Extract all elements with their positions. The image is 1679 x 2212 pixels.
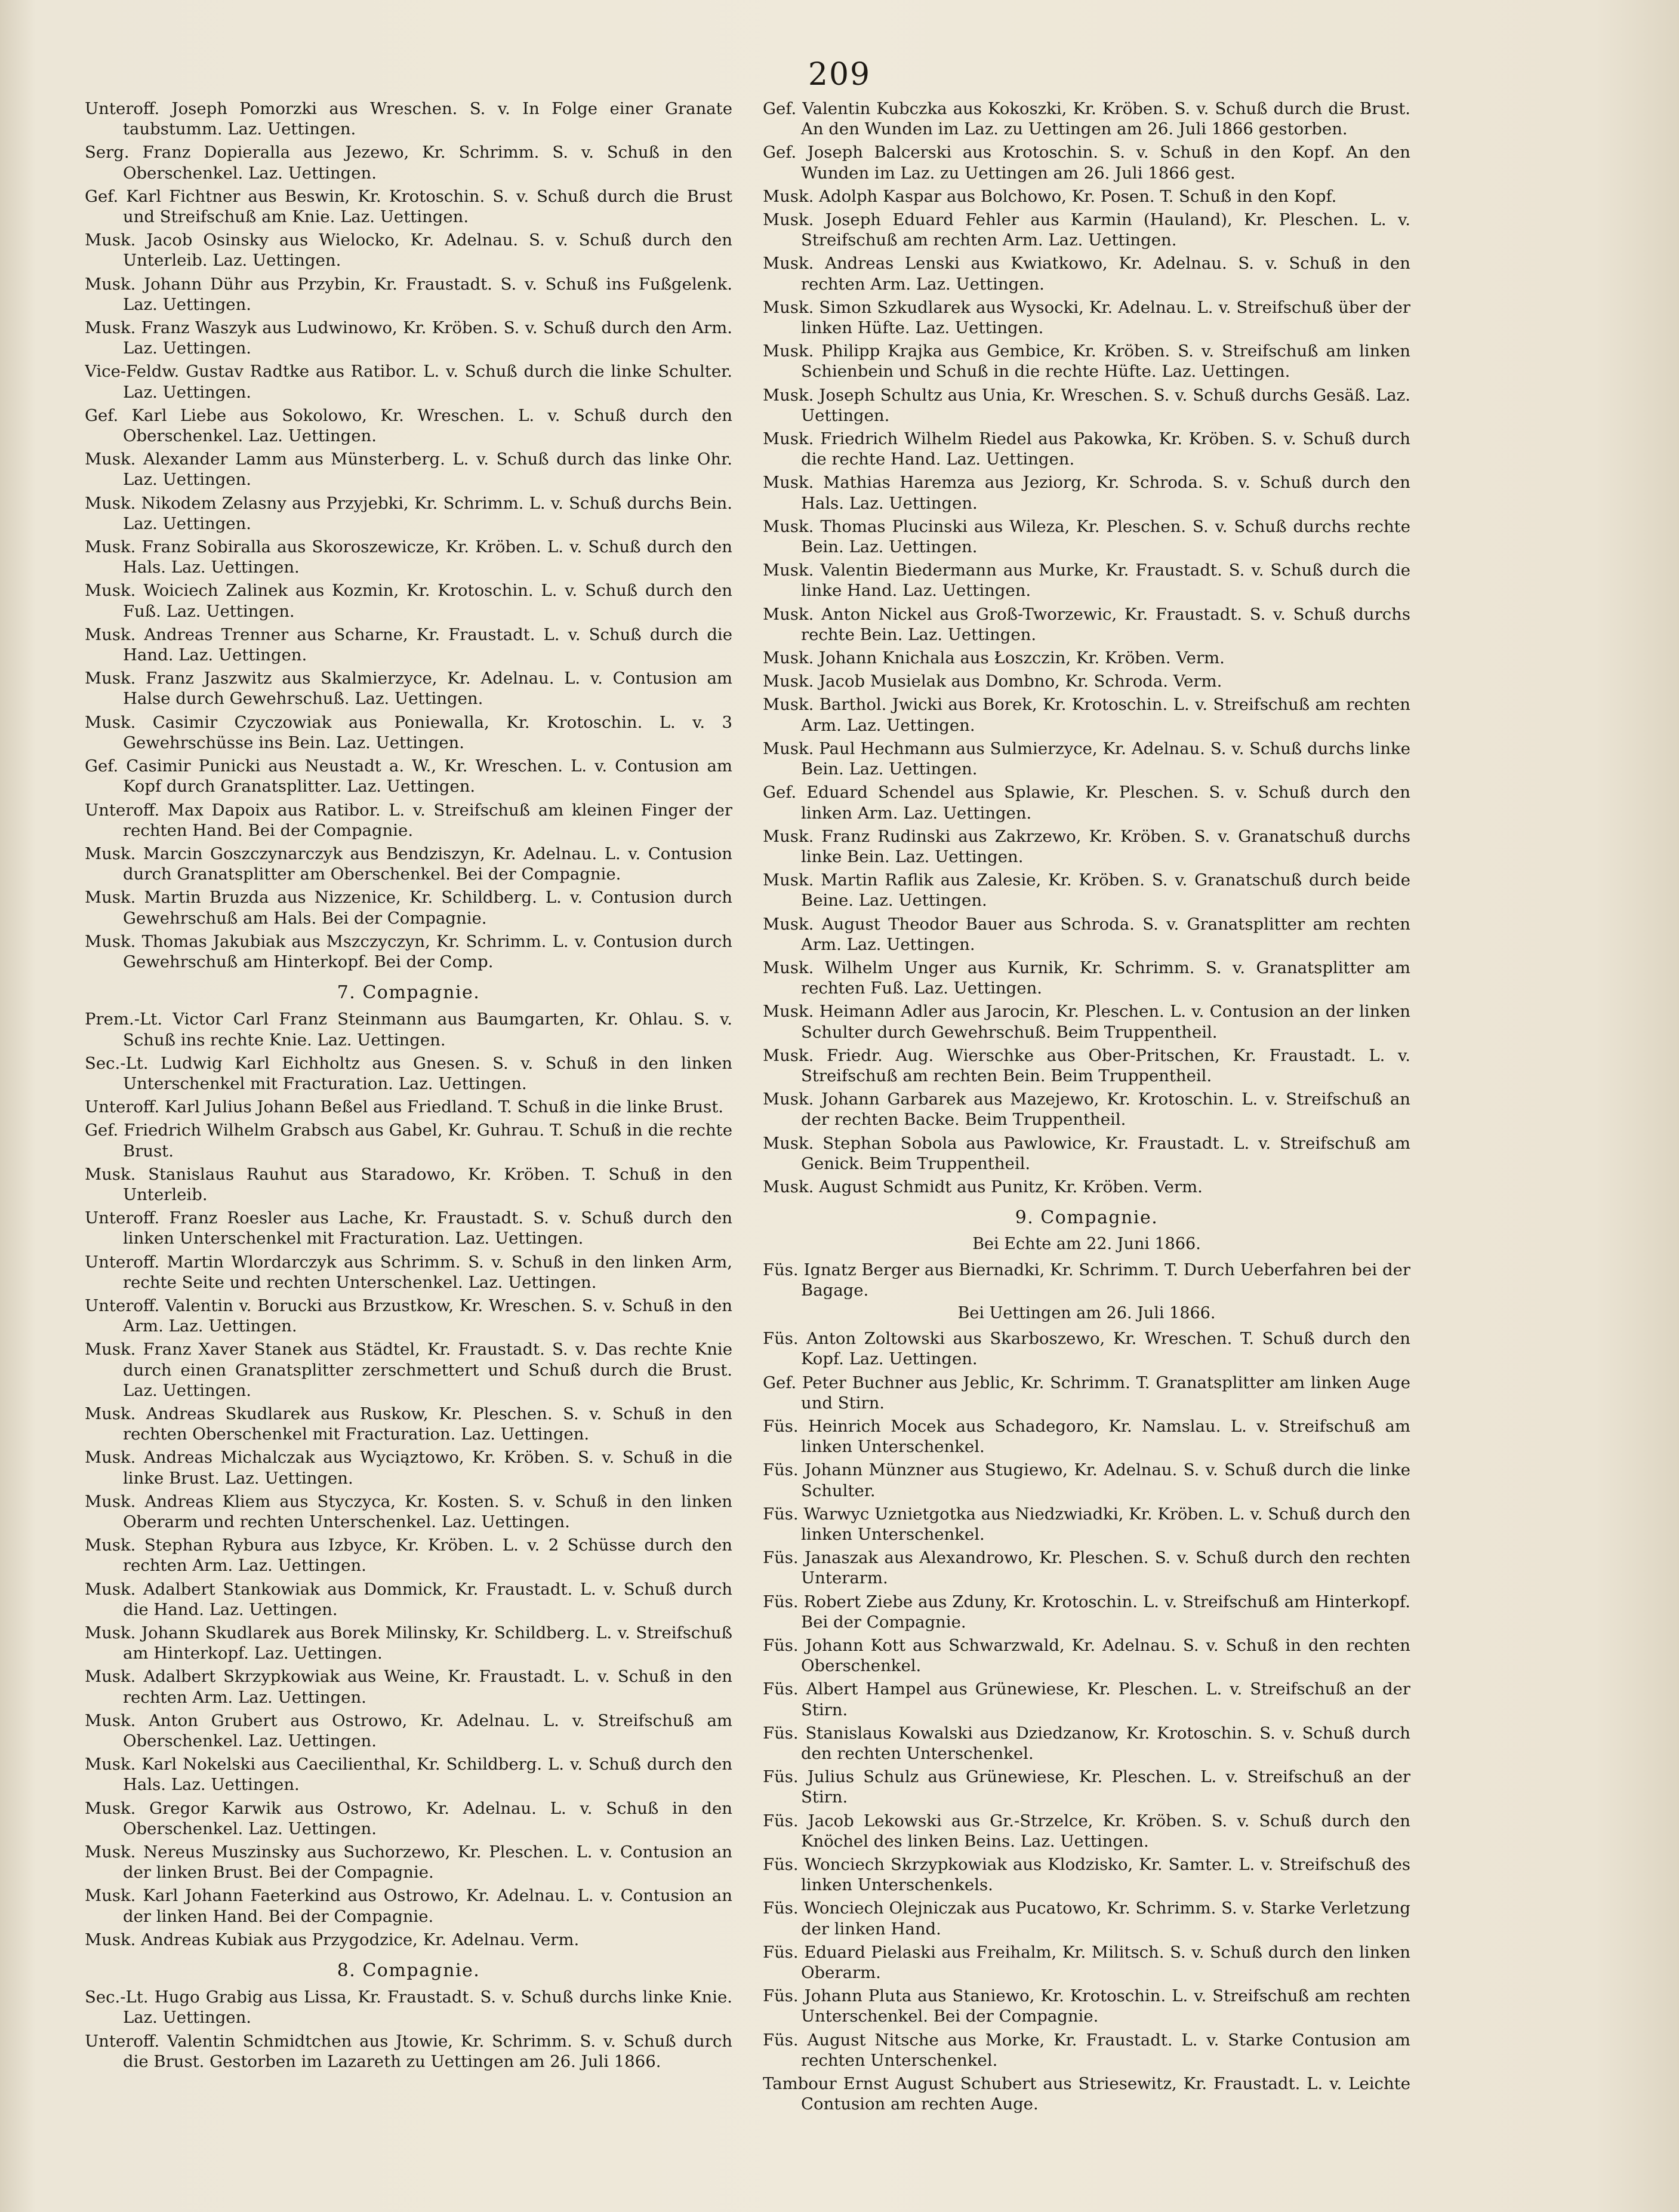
casualty-entry: Gef. Karl Fichtner aus Beswin, Kr. Krotoschin. S. v. Schuß durch die Brust und Streifschuß am Knie. Laz. Uettingen. [85, 186, 732, 227]
casualty-entry: Füs. Albert Hampel aus Grünewiese, Kr. Pleschen. L. v. Streifschuß an der Stirn. [763, 1679, 1410, 1719]
casualty-entry: Musk. Jacob Osinsky aus Wielocko, Kr. Adelnau. S. v. Schuß durch den Unterleib. Laz. Uettingen. [85, 230, 732, 270]
casualty-entry: Füs. Julius Schulz aus Grünewiese, Kr. Pleschen. L. v. Streifschuß an der Stirn. [763, 1767, 1410, 1807]
casualty-entry: Musk. Simon Szkudlarek aus Wysocki, Kr. Adelnau. L. v. Streifschuß über der linken Hüfte. Laz. Uettingen. [763, 297, 1410, 338]
casualty-entry: Füs. Robert Ziebe aus Zduny, Kr. Krotoschin. L. v. Streifschuß am Hinterkopf. Bei der Compagnie. [763, 1592, 1410, 1632]
casualty-entry: Füs. Wonciech Olejniczak aus Pucatowo, Kr. Schrimm. S. v. Starke Verletzung der linken Hand. [763, 1899, 1410, 1939]
casualty-entry: Musk. Wilhelm Unger aus Kurnik, Kr. Schrimm. S. v. Granatsplitter am rechten Fuß. Laz. Uettingen. [763, 958, 1410, 998]
casualty-entry: Gef. Friedrich Wilhelm Grabsch aus Gabel, Kr. Guhrau. T. Schuß in die rechte Brust. [85, 1121, 732, 1161]
casualty-entry: Unteroff. Joseph Pomorzki aus Wreschen. S. v. In Folge einer Granate taubstumm. Laz. Uettingen. [85, 99, 732, 139]
casualty-entry: Musk. Anton Nickel aus Groß-Tworzewic, Kr. Fraustadt. S. v. Schuß durchs rechte Bein. Laz. Uettingen. [763, 604, 1410, 644]
casualty-entry: Unteroff. Valentin Schmidtchen aus Jtowie, Kr. Schrimm. S. v. Schuß durch die Brust. Gestorben im Lazareth zu Uettingen am 26. Juli 1866. [85, 2031, 732, 2071]
casualty-entry: Unteroff. Valentin v. Borucki aus Brzustkow, Kr. Wreschen. S. v. Schuß in den Arm. Laz. Uettingen. [85, 1296, 732, 1336]
casualty-entry: Musk. Heimann Adler aus Jarocin, Kr. Pleschen. L. v. Contusion an der linken Schulter durch Gewehrschuß. Beim Truppentheil. [763, 1002, 1410, 1042]
casualty-entry: Musk. Adalbert Skrzypkowiak aus Weine, Kr. Fraustadt. L. v. Schuß in den rechten Arm. Laz. Uettingen. [85, 1667, 732, 1707]
casualty-entry: Gef. Valentin Kubczka aus Kokoszki, Kr. Kröben. S. v. Schuß durch die Brust. An den Wunden im Laz. zu Uettingen am 26. Juli 1866 gestorben. [763, 99, 1410, 139]
casualty-entry: Füs. Wonciech Skrzypkowiak aus Klodzisko, Kr. Samter. L. v. Streifschuß des linken Unterschenkels. [763, 1855, 1410, 1895]
casualty-entry: Musk. Stephan Ryburа aus Izbyce, Kr. Kröben. L. v. 2 Schüsse durch den rechten Arm. Laz. Uettingen. [85, 1536, 732, 1576]
casualty-entry: Musk. Valentin Biedermann aus Murke, Kr. Fraustadt. S. v. Schuß durch die linke Hand. Laz. Uettingen. [763, 561, 1410, 601]
casualty-entry: Füs. Stanislaus Kowalski aus Dziedzanow, Kr. Krotoschin. S. v. Schuß durch den rechten Unterschenkel. [763, 1723, 1410, 1764]
casualty-entry: Sec.-Lt. Hugo Grabig aus Lissa, Kr. Fraustadt. S. v. Schuß durchs linke Knie. Laz. Uettingen. [85, 1988, 732, 2028]
casualty-entry: Musk. Johann Garbarek aus Mazejewo, Kr. Krotoschin. L. v. Streifschuß an der rechten Backe. Beim Truppentheil. [763, 1090, 1410, 1130]
battle-subheading: Bei Echte am 22. Juni 1866. [972, 1235, 1201, 1254]
casualty-entry: Unteroff. Franz Roesler aus Lache, Kr. Fraustadt. S. v. Schuß durch den linken Unterschenkel mit Fracturation. Laz. Uettingen. [85, 1208, 732, 1248]
casualty-entry: Unteroff. Max Dapoix aus Ratibor. L. v. Streifschuß am kleinen Finger der rechten Hand. Bei der Compagnie. [85, 800, 732, 840]
casualty-entry: Sec.-Lt. Ludwig Karl Eichholtz aus Gnesen. S. v. Schuß in den linken Unterschenkel mit Fracturation. Laz. Uettingen. [85, 1053, 732, 1093]
casualty-entry: Musk. Anton Grubert aus Ostrowo, Kr. Adelnau. L. v. Streifschuß am Oberschenkel. Laz. Uettingen. [85, 1710, 732, 1751]
casualty-entry: Gef. Peter Buchner aus Jeblic, Kr. Schrimm. T. Granatsplitter am linken Auge und Stirn. [763, 1373, 1410, 1413]
casualty-entry: Füs. Ignatz Berger aus Biernadki, Kr. Schrimm. T. Durch Ueberfahren bei der Bagage. [763, 1260, 1410, 1300]
casualty-entry: Musk. Karl Nokelski aus Caecilienthal, Kr. Schildberg. L. v. Schuß durch den Hals. Laz. Uettingen. [85, 1755, 732, 1795]
casualty-entry: Musk. Barthol. Jwicki aus Borek, Kr. Krotoschin. L. v. Streifschuß am rechten Arm. Laz. Uettingen. [763, 695, 1410, 735]
casualty-entry: Gef. Joseph Balcerski aus Krotoschin. S. v. Schuß in den Kopf. An den Wunden im Laz. zu Uettingen am 26. Juli 1866 gest. [763, 143, 1410, 183]
casualty-entry: Füs. August Nitsche aus Morke, Kr. Fraustadt. L. v. Starke Contusion am rechten Unterschenkel. [763, 2030, 1410, 2070]
casualty-entry: Musk. Nereus Muszinsky aus Suchorzewo, Kr. Pleschen. L. v. Contusion an der linken Brust. Bei der Compagnie. [85, 1842, 732, 1882]
casualty-entry: Füs. Heinrich Mocek aus Schadegoro, Kr. Namslau. L. v. Streifschuß am linken Unterschenkel. [763, 1416, 1410, 1457]
company-heading: 7. Compagnie. [337, 982, 480, 1004]
casualty-entry: Unteroff. Karl Julius Johann Beßel aus Friedland. T. Schuß in die linke Brust. [85, 1097, 724, 1117]
casualty-entry: Musk. Andreas Lenski aus Kwiatkowo, Kr. Adelnau. S. v. Schuß in den rechten Arm. Laz. Uettingen. [763, 254, 1410, 294]
company-heading: 8. Compagnie. [337, 1960, 480, 1982]
casualty-entry: Musk. August Theodor Bauer aus Schroda. S. v. Granatsplitter am rechten Arm. Laz. Uettingen. [763, 914, 1410, 954]
casualty-entry: Musk. Gregor Karwik aus Ostrowo, Kr. Adelnau. L. v. Schuß in den Oberschenkel. Laz. Uettingen. [85, 1798, 732, 1838]
casualty-entry: Musk. Andreas Trenner aus Scharne, Kr. Fraustadt. L. v. Schuß durch die Hand. Laz. Uettingen. [85, 624, 732, 665]
company-heading: 9. Compagnie. [1015, 1207, 1159, 1229]
casualty-entry: Tambour Ernst August Schubert aus Striesewitz, Kr. Fraustadt. L. v. Leichte Contusion am rechten Auge. [763, 2074, 1410, 2114]
casualty-entry: Unteroff. Martin Wlordarczyk aus Schrimm. S. v. Schuß in den linken Arm, rechte Seite und rechten Unterschenkel. Laz. Uettingen. [85, 1252, 732, 1292]
casualty-entry: Musk. Stephan Sobola aus Pawlowice, Kr. Fraustadt. L. v. Streifschuß am Genick. Beim Truppentheil. [763, 1133, 1410, 1173]
casualty-entry: Musk. Mathias Haremza aus Jeziorg, Kr. Schroda. S. v. Schuß durch den Hals. Laz. Uettingen. [763, 473, 1410, 513]
casualty-entry: Musk. Friedr. Aug. Wierschke aus Ober-Pritschen, Kr. Fraustadt. L. v. Streifschuß am rechten Bein. Beim Truppentheil. [763, 1045, 1410, 1085]
casualty-entry: Musk. Woiciech Zalinek aus Kozmin, Kr. Krotoschin. L. v. Schuß durch den Fuß. Laz. Uettingen. [85, 581, 732, 621]
casualty-entry: Musk. Stanislaus Rauhut aus Staradowo, Kr. Kröben. T. Schuß in den Unterleib. [85, 1164, 732, 1204]
casualty-entry: Musk. Adolph Kaspar aus Bolchowo, Kr. Posen. T. Schuß in den Kopf. [763, 186, 1337, 206]
casualty-entry: Musk. Franz Xaver Stanek aus Städtel, Kr. Fraustadt. S. v. Das rechte Knie durch einen Granatsplitter zerschmettert und Schuß durch die Brust. Laz. Uettingen. [85, 1340, 732, 1400]
casualty-entry: Musk. Martin Bruzda aus Nizzenice, Kr. Schildberg. L. v. Contusion durch Gewehrschuß am Hals. Bei der Compagnie. [85, 888, 732, 928]
casualty-entry: Musk. Franz Rudinski aus Zakrzewo, Kr. Kröben. S. v. Granatschuß durchs linke Bein. Laz. Uettingen. [763, 826, 1410, 866]
casualty-entry: Prem.-Lt. Victor Carl Franz Steinmann aus Baumgarten, Kr. Ohlau. S. v. Schuß ins rechte Knie. Laz. Uettingen. [85, 1010, 732, 1050]
casualty-entry: Musk. Karl Johann Faeterkind aus Ostrowo, Kr. Adelnau. L. v. Contusion an der linken Hand. Bei der Compagnie. [85, 1886, 732, 1926]
casualty-entry: Serg. Franz Dopieralla aus Jezewo, Kr. Schrimm. S. v. Schuß in den Oberschenkel. Laz. Uettingen. [85, 143, 732, 183]
casualty-entry: Füs. Janaszak aus Alexandrowo, Kr. Pleschen. S. v. Schuß durch den rechten Unterarm. [763, 1548, 1410, 1588]
casualty-entry: Füs. Johann Pluta aus Staniewo, Kr. Krotoschin. L. v. Streifschuß am rechten Unterschenkel. Bei der Compagnie. [763, 1986, 1410, 2026]
casualty-entry: Füs. Eduard Pielaski aus Freihalm, Kr. Militsch. S. v. Schuß durch den linken Oberarm. [763, 1942, 1410, 1983]
casualty-entry: Musk. Adalbert Stankowiak aus Dommick, Kr. Fraustadt. L. v. Schuß durch die Hand. Laz. Uettingen. [85, 1579, 732, 1619]
casualty-entry: Musk. August Schmidt aus Punitz, Kr. Kröben. Verm. [763, 1177, 1203, 1196]
casualty-entry: Musk. Franz Jaszwitz aus Skalmierzyce, Kr. Adelnau. L. v. Contusion am Halse durch Gewehrschuß. Laz. Uettingen. [85, 669, 732, 709]
casualty-entry: Musk. Paul Hechmann aus Sulmierzyce, Kr. Adelnau. S. v. Schuß durchs linke Bein. Laz. Uettingen. [763, 739, 1410, 779]
casualty-entry: Musk. Andreas Skudlarek aus Ruskow, Kr. Pleschen. S. v. Schuß in den rechten Oberschenkel mit Fracturation. Laz. Uettingen. [85, 1404, 732, 1444]
casualty-entry: Musk. Joseph Schultz aus Unia, Kr. Wreschen. S. v. Schuß durchs Gesäß. Laz. Uettingen. [763, 385, 1410, 425]
casualty-entry: Musk. Franz Waszyk aus Ludwinowo, Kr. Kröben. S. v. Schuß durch den Arm. Laz. Uettingen. [85, 318, 732, 358]
casualty-entry: Musk. Thomas Plucinski aus Wileza, Kr. Pleschen. S. v. Schuß durchs rechte Bein. Laz. Uettingen. [763, 516, 1410, 557]
casualty-entry: Vice-Feldw. Gustav Radtke aus Ratibor. L. v. Schuß durch die linke Schulter. Laz. Uettingen. [85, 362, 732, 402]
casualty-entry: Musk. Thomas Jakubiak aus Mszczyczyn, Kr. Schrimm. L. v. Contusion durch Gewehrschuß am Hinterkopf. Bei der Comp. [85, 931, 732, 971]
casualty-entry: Musk. Johann Dühr aus Przybin, Kr. Fraustadt. S. v. Schuß ins Fußgelenk. Laz. Uettingen. [85, 274, 732, 314]
casualty-entry: Musk. Marcin Goszczynarczyk aus Bendziszyn, Kr. Adelnau. L. v. Contusion durch Granatsplitter am Oberschenkel. Bei der Compagnie. [85, 844, 732, 884]
casualty-entry: Musk. Johann Skudlarek aus Borek Milinsky, Kr. Schildberg. L. v. Streifschuß am Hinterkopf. Laz. Uettingen. [85, 1623, 732, 1663]
casualty-entry: Musk. Andreas Michalczak aus Wyciąztowo, Kr. Kröben. S. v. Schuß in die linke Brust. Laz. Uettingen. [85, 1448, 732, 1488]
page-number: 209 [808, 57, 871, 93]
casualty-entry: Musk. Franz Sobiralla aus Skoroszewicze, Kr. Kröben. L. v. Schuß durch den Hals. Laz. Uettingen. [85, 537, 732, 577]
casualty-entry: Gef. Eduard Schendel aus Splawie, Kr. Pleschen. S. v. Schuß durch den linken Arm. Laz. Uettingen. [763, 783, 1410, 823]
casualty-entry: Füs. Anton Zoltowski aus Skarboszewo, Kr. Wreschen. T. Schuß durch den Kopf. Laz. Uettingen. [763, 1329, 1410, 1369]
casualty-entry: Füs. Johann Kott aus Schwarzwald, Kr. Adelnau. S. v. Schuß in den rechten Oberschenkel. [763, 1636, 1410, 1676]
casualty-entry: Musk. Casimir Czyczowiak aus Poniewalla, Kr. Krotoschin. L. v. 3 Gewehrschüsse ins Bein. Laz. Uettingen. [85, 712, 732, 752]
casualty-entry: Musk. Andreas Kubiak aus Przygodzice, Kr. Adelnau. Verm. [85, 1930, 580, 1949]
casualty-entry: Gef. Karl Liebe aus Sokolowo, Kr. Wreschen. L. v. Schuß durch den Oberschenkel. Laz. Uettingen. [85, 405, 732, 446]
casualty-entry: Musk. Alexander Lamm aus Münsterberg. L. v. Schuß durch das linke Ohr. Laz. Uettingen. [85, 450, 732, 490]
casualty-entry: Musk. Martin Raflik aus Zalesie, Kr. Kröben. S. v. Granatschuß durch beide Beine. Laz. Uettingen. [763, 870, 1410, 910]
casualty-entry: Musk. Nikodem Zelasny aus Przyjebki, Kr. Schrimm. L. v. Schuß durchs Bein. Laz. Uettingen. [85, 493, 732, 533]
casualty-entry: Musk. Philipp Krajka aus Gembice, Kr. Kröben. S. v. Streifschuß am linken Schienbein und Schuß in die rechte Hüfte. Laz. Uettingen. [763, 342, 1410, 382]
casualty-entry: Musk. Jacob Musielak aus Dombno, Kr. Schroda. Verm. [763, 672, 1222, 691]
battle-subheading: Bei Uettingen am 26. Juli 1866. [957, 1303, 1216, 1322]
casualty-entry: Füs. Jacob Lekowski aus Gr.-Strzelce, Kr. Kröben. S. v. Schuß durch den Knöchel des linken Beins. Laz. Uettingen. [763, 1811, 1410, 1851]
casualty-entry: Gef. Casimir Punicki aus Neustadt a. W., Kr. Wreschen. L. v. Contusion am Kopf durch Granatsplitter. Laz. Uettingen. [85, 756, 732, 796]
casualty-entry: Musk. Joseph Eduard Fehler aus Karmin (Hauland), Kr. Pleschen. L. v. Streifschuß am rechten Arm. Laz. Uettingen. [763, 210, 1410, 250]
left-column [85, 99, 732, 2140]
casualty-entry: Füs. Johann Münzner aus Stugiewo, Kr. Adelnau. S. v. Schuß durch die linke Schulter. [763, 1460, 1410, 1500]
right-column [763, 99, 1410, 2140]
casualty-entry: Musk. Johann Knichala aus Łoszczin, Kr. Kröben. Verm. [763, 648, 1225, 668]
casualty-entry: Musk. Friedrich Wilhelm Riedel aus Pakowka, Kr. Kröben. S. v. Schuß durch die rechte Hand. Laz. Uettingen. [763, 429, 1410, 469]
casualty-entry: Füs. Warwyc Uznietgotka aus Niedzwiadki, Kr. Kröben. L. v. Schuß durch den linken Unterschenkel. [763, 1504, 1410, 1544]
casualty-entry: Musk. Andreas Kliem aus Styczyca, Kr. Kosten. S. v. Schuß in den linken Oberarm und rechten Unterschenkel. Laz. Uettingen. [85, 1491, 732, 1531]
